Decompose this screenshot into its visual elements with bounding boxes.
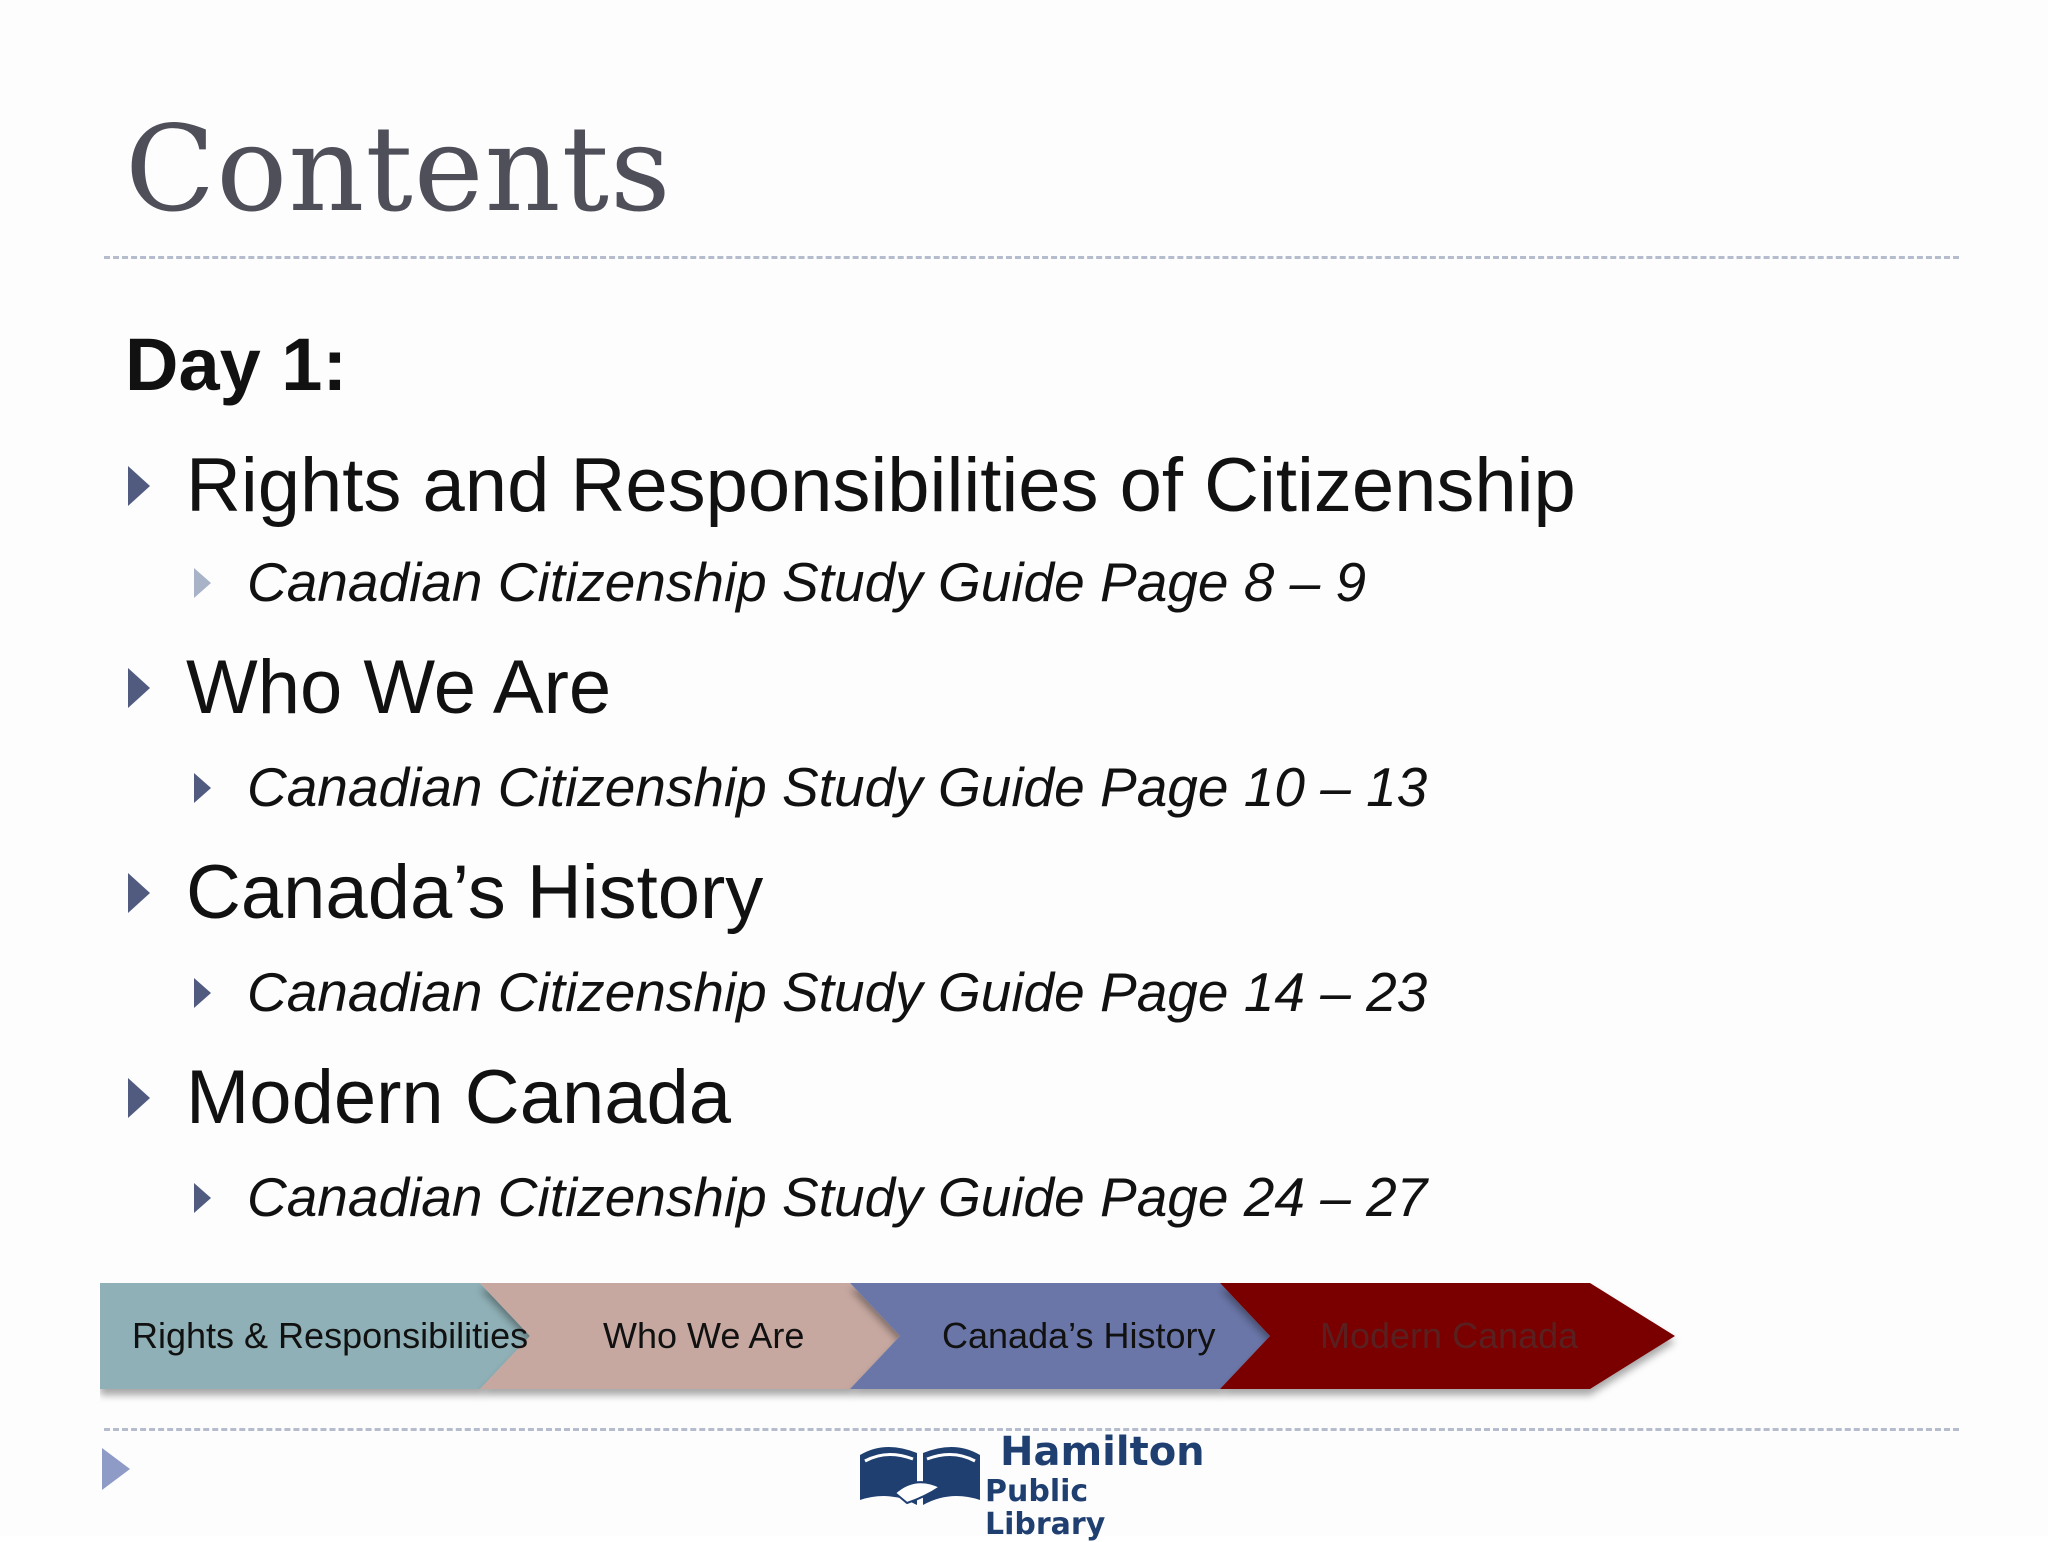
list-item-label: Who We Are — [186, 645, 612, 730]
bullet-arrow-icon — [128, 1078, 150, 1118]
day-heading: Day 1: — [125, 323, 348, 406]
sub-bullet-arrow-icon — [194, 568, 211, 598]
list-item-label: Rights and Responsibilities of Citizenship — [186, 443, 1576, 528]
list-item-label: Modern Canada — [186, 1055, 732, 1140]
list-subitem-label: Canadian Citizenship Study Guide Page 14 – 23 — [247, 961, 1428, 1023]
section-navigation — [100, 1283, 1700, 1389]
logo-text-line1: Hamilton — [1000, 1429, 1205, 1475]
nav-segment-who-we-are[interactable]: Who We Are — [603, 1315, 805, 1356]
list-subitem — [194, 551, 1367, 613]
list-subitem — [194, 1166, 1428, 1228]
top-divider — [104, 256, 1959, 259]
list-item — [128, 850, 764, 935]
list-subitem — [194, 961, 1428, 1023]
nav-segment-history[interactable]: Canada’s History — [942, 1315, 1216, 1356]
bullet-arrow-icon — [128, 873, 150, 913]
sub-bullet-arrow-icon — [194, 1183, 211, 1213]
nav-segment-rights[interactable]: Rights & Responsibilities — [132, 1315, 529, 1356]
sub-bullet-arrow-icon — [194, 773, 211, 803]
book-hand-icon — [855, 1435, 985, 1515]
list-subitem-label: Canadian Citizenship Study Guide Page 24 – 27 — [247, 1166, 1428, 1228]
play-icon[interactable] — [102, 1448, 130, 1490]
list-item — [128, 443, 1576, 528]
list-subitem-label: Canadian Citizenship Study Guide Page 8 – 9 — [247, 551, 1367, 613]
bullet-arrow-icon — [128, 466, 150, 506]
list-item — [128, 1055, 732, 1140]
list-subitem-label: Canadian Citizenship Study Guide Page 10 – 13 — [247, 756, 1428, 818]
sub-bullet-arrow-icon — [194, 978, 211, 1008]
list-item-label: Canada’s History — [186, 850, 764, 935]
nav-segment-modern-canada[interactable]: Modern Canada — [1320, 1315, 1579, 1356]
library-logo — [855, 1429, 1205, 1542]
slide-title: Contents — [125, 100, 672, 238]
list-item — [128, 645, 612, 730]
bullet-arrow-icon — [128, 668, 150, 708]
list-subitem — [194, 756, 1428, 818]
logo-text-line2: Public Library — [985, 1474, 1106, 1542]
